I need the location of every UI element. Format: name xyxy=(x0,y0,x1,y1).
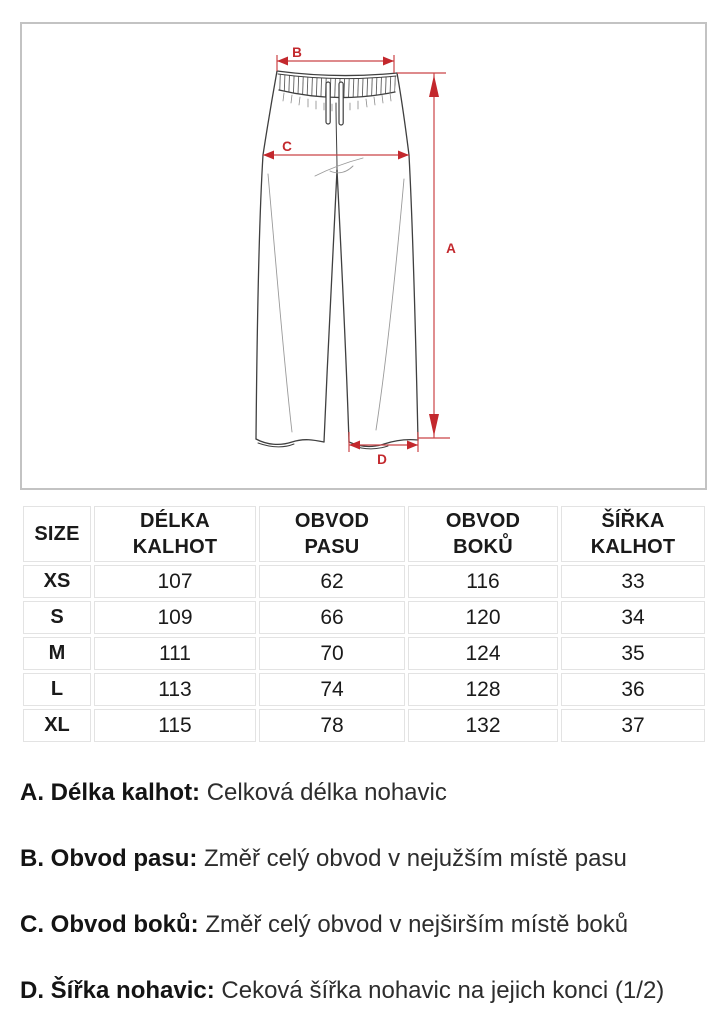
value-cell: 132 xyxy=(408,709,558,742)
size-cell: XS xyxy=(23,565,91,598)
col-header-sirka-kalhot: ŠÍŘKA KALHOT xyxy=(561,506,705,562)
value-cell: 115 xyxy=(94,709,256,742)
value-cell: 62 xyxy=(259,565,405,598)
measure-d xyxy=(349,432,418,467)
right-inner-seam xyxy=(337,170,349,442)
legend-desc-b: Změř celý obvod v nejužším místě pasu xyxy=(204,845,627,872)
measure-label-b: B xyxy=(292,45,302,60)
value-cell: 70 xyxy=(259,637,405,670)
size-cell: S xyxy=(23,601,91,634)
table-row-l xyxy=(23,673,705,706)
value-cell: 107 xyxy=(94,565,256,598)
right-outer-seam xyxy=(397,73,418,440)
col-header-delka-kalhot: DÉLKA KALHOT xyxy=(94,506,256,562)
size-table-header xyxy=(23,506,705,562)
size-table xyxy=(20,503,708,745)
value-cell: 74 xyxy=(259,673,405,706)
legend-key-c: C. Obvod boků: xyxy=(20,911,199,938)
legend-key-a: A. Délka kalhot: xyxy=(20,779,201,806)
value-cell: 120 xyxy=(408,601,558,634)
size-cell: M xyxy=(23,637,91,670)
value-cell: 66 xyxy=(259,601,405,634)
measure-label-a: A xyxy=(446,241,456,256)
legend-item-d xyxy=(20,976,712,1006)
table-row-m xyxy=(23,637,705,670)
table-row-xs xyxy=(23,565,705,598)
col-header-size: SIZE xyxy=(23,506,91,562)
measure-b xyxy=(277,45,394,73)
left-outer-seam xyxy=(256,71,277,439)
legend-key-d: D. Šířka nohavic: xyxy=(20,977,215,1004)
value-cell: 113 xyxy=(94,673,256,706)
value-cell: 128 xyxy=(408,673,558,706)
pants-drawing xyxy=(256,71,418,449)
pants-diagram xyxy=(22,24,705,488)
measure-label-d: D xyxy=(377,452,387,467)
value-cell: 124 xyxy=(408,637,558,670)
size-cell: L xyxy=(23,673,91,706)
value-cell: 35 xyxy=(561,637,705,670)
value-cell: 36 xyxy=(561,673,705,706)
value-cell: 37 xyxy=(561,709,705,742)
value-cell: 78 xyxy=(259,709,405,742)
left-hem xyxy=(256,439,324,444)
table-row-s xyxy=(23,601,705,634)
col-header-obvod-pasu: OBVOD PASU xyxy=(259,506,405,562)
legend-item-a xyxy=(20,778,712,808)
legend-desc-d: Ceková šířka nohavic na jejich konci (1/2) xyxy=(221,977,665,1004)
value-cell: 33 xyxy=(561,565,705,598)
table-row-xl xyxy=(23,709,705,742)
value-cell: 109 xyxy=(94,601,256,634)
header-row xyxy=(23,506,705,562)
measure-c xyxy=(263,139,409,160)
legend-desc-a: Celková délka nohavic xyxy=(206,779,447,806)
value-cell: 111 xyxy=(94,637,256,670)
col-header-obvod-boku: OBVOD BOKŮ xyxy=(408,506,558,562)
value-cell: 34 xyxy=(561,601,705,634)
legend-desc-c: Změř celý obvod v nejširším místě boků xyxy=(205,911,629,938)
legend-item-c xyxy=(20,910,712,940)
value-cell: 116 xyxy=(408,565,558,598)
pants-diagram-frame xyxy=(20,22,707,490)
size-cell: XL xyxy=(23,709,91,742)
left-inner-seam xyxy=(324,170,337,442)
measurement-legend xyxy=(20,778,712,1032)
legend-key-b: B. Obvod pasu: xyxy=(20,845,198,872)
legend-item-b xyxy=(20,844,712,874)
measure-label-c: C xyxy=(282,139,292,154)
